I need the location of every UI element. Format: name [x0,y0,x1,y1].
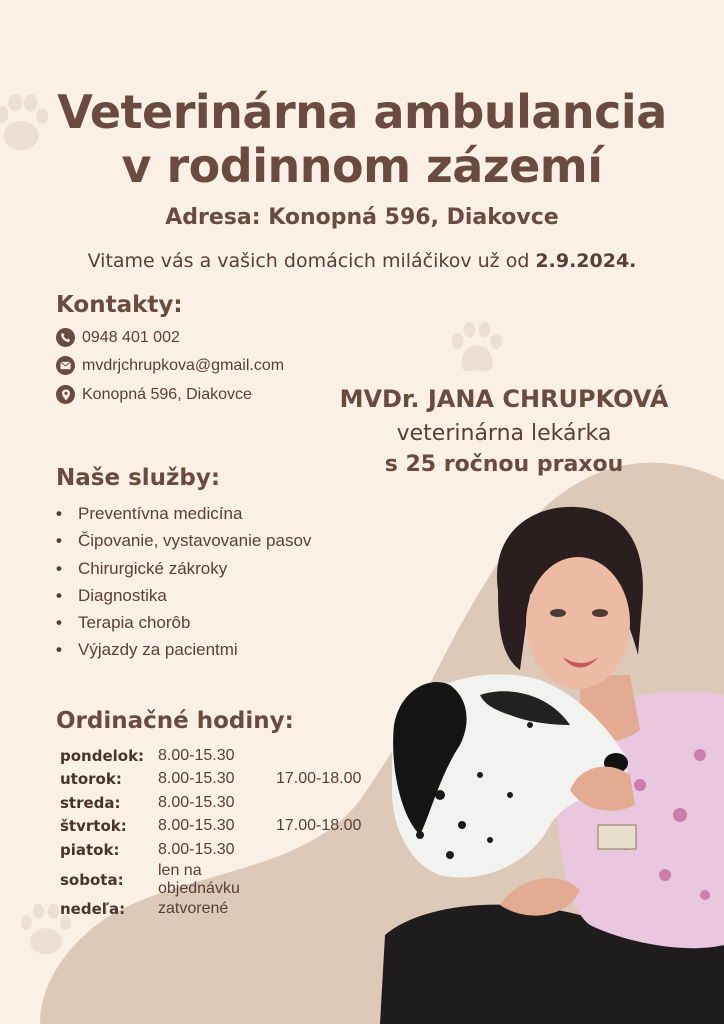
doctor-with-dog-photo [380,495,724,1024]
envelope-icon [56,356,75,375]
title-line-1: Veterinárna ambulancia [57,85,667,139]
welcome-text [0,250,724,272]
contacts-heading: Kontakty: [56,292,183,318]
doctor-role: veterinárna lekárka [396,421,612,446]
list-item: • Diagnostika [56,582,311,609]
list-item: • Výjazdy za pacientmi [56,636,311,663]
table-row: štvrtok: 8.00-15.30 17.00-18.00 [60,817,362,836]
table-row: piatok: 8.00-15.30 [60,840,235,859]
list-item: • Chirurgické zákroky [56,555,311,582]
page-title [0,85,724,193]
list-item: • Čipovanie, vystavovanie pasov [56,527,311,554]
contact-phone[interactable] [56,328,180,347]
services-heading: Naše služby: [56,465,221,491]
welcome-message: Vitame vás a vašich domácich miláčikov už od [87,250,536,272]
table-row: pondelok: 8.00-15.30 [60,746,235,765]
table-row: streda: 8.00-15.30 [60,793,235,812]
location-address: Konopná 596, Diakovce [82,385,252,403]
doctor-experience: s 25 ročnou praxou [384,452,624,477]
table-row: nedeľa: zatvorené [60,900,229,919]
phone-icon [56,328,75,347]
title-line-2: v rodinnom zázemí [121,139,603,193]
opening-date: 2.9.2024. [535,250,637,272]
hours-table [60,744,361,921]
phone-number: 0948 401 002 [82,328,180,346]
list-item: • Terapia chorôb [56,609,311,636]
contact-location[interactable] [56,385,252,404]
email-address: mvdrjchrupkova@gmail.com [82,356,285,374]
contact-email[interactable] [56,356,284,375]
table-row: utorok: 8.00-15.30 17.00-18.00 [60,770,362,789]
hours-heading: Ordinačné hodiny: [56,708,294,734]
doctor-info [304,385,704,477]
list-item: • Preventívna medicína [56,500,311,527]
table-row: sobota: len na objednávku [60,861,240,897]
services-list [56,500,311,664]
address-heading: Adresa: Konopná 596, Diakovce [165,205,559,230]
location-pin-icon [56,385,75,404]
paw-print-icon [448,320,506,376]
doctor-name: MVDr. JANA CHRUPKOVÁ [339,385,669,413]
